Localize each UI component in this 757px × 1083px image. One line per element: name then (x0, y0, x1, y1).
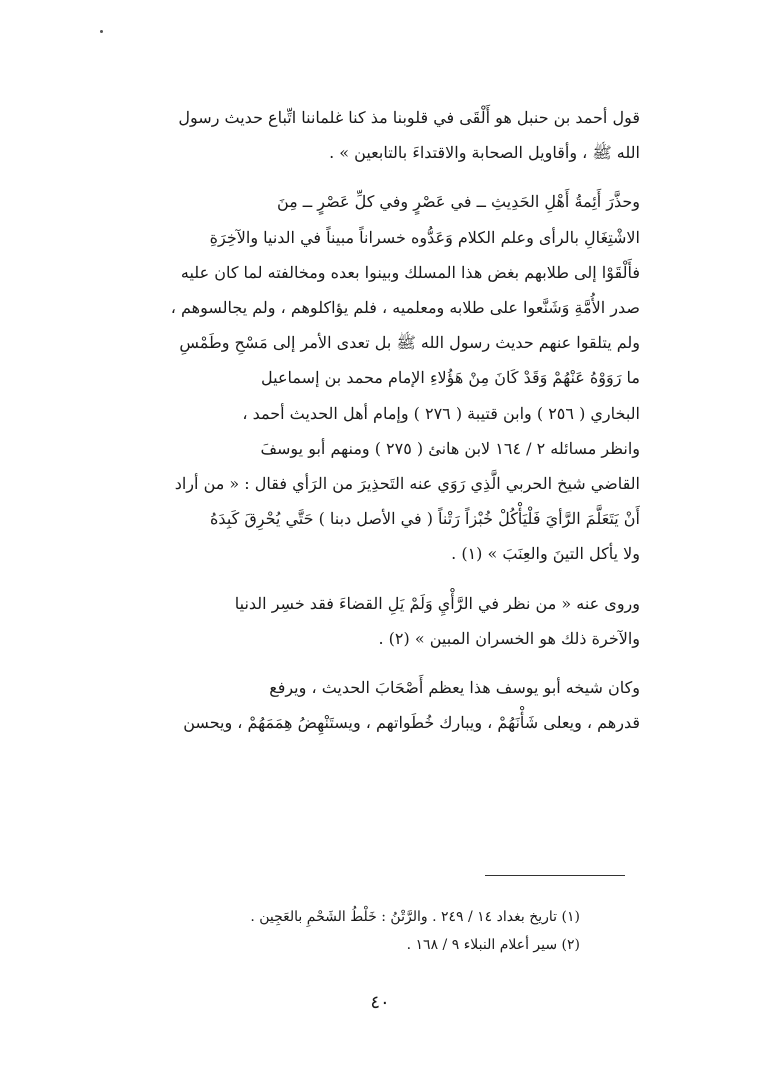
text-line: وروى عنه « من نظر في الرَّأْيِ وَلَمْ يَلِ القضاءَ فقد خسِر الدنيا (234, 593, 640, 613)
scan-speck (100, 30, 103, 33)
footnote-separator (485, 875, 625, 876)
text-line: قول أحمد بن حنبل هو أَلْقَى في قلوبنا مذ كنا غلماننا اتِّباع حديث رسول (178, 108, 640, 127)
paragraph-1 (118, 100, 640, 170)
main-text (118, 100, 640, 740)
paragraph-2 (118, 184, 640, 571)
text-line: ولا يأكل التينَ والعِنَبَ » (١) . (451, 544, 640, 564)
text-line: البخاري ( ٢٥٦ ) وابن قتيبة ( ٢٧٦ ) وإمام أهل الحديث أحمد ، (242, 403, 640, 423)
text-line: والآخرة ذلك هو الخسران المبين » (٢) . (378, 628, 640, 648)
footnote: (١) تاريخ بغداد ١٤ / ٢٤٩ . والرَّتْنُ : خَلْطُ الشَحْمِ بالعَجِين . (250, 909, 580, 925)
text-line: الاشْتِغَالِ بالرأى وعلم الكلام وَعَدُّوه خسراناً مبيناً في الدنيا والآخِرَةِ (209, 227, 640, 247)
footnote: (٢) سير أعلام النبلاء ٩ / ١٦٨ . (406, 937, 580, 953)
footnotes (140, 903, 580, 959)
text-line: أَنْ يَتَعَلَّمَ الرَّأيَ فَلْيَأْكُلْ خُبْزاً رَتْناً ( في الأصل دبنا ) حَتَّي يُحْرِقَ كَبِدَهُ (210, 509, 640, 529)
text-line: الله ﷺ ، وأقاويل الصحابة والاقتداءَ بالتابعين » . (329, 143, 640, 163)
text-line: ولم يتلقوا عنهم حديث رسول الله ﷺ بل تعدى الأمر إلى مَسْحِ وطَمْسِ (179, 333, 640, 353)
paragraph-4 (118, 670, 640, 740)
paragraph-3 (118, 586, 640, 656)
text-line: صدر الأُمَّةِ وَشَنَّعوا على طلابه ومعلميه ، فلم يؤاكلوهم ، ولم يجالسوهم ، (170, 298, 640, 318)
page-number: ٤٠ (370, 992, 390, 1013)
text-line: قدرهم ، ويعلى شَأْنَهُمْ ، ويبارك خُطَواتهم ، ويستَنْهِضُ هِمَمَهُمْ ، ويحسن (183, 713, 640, 733)
text-line: وكان شيخه أبو يوسف هذا يعظم أَصْحَابَ الحديث ، ويرفع (269, 678, 640, 698)
text-line: وانظر مسائله ٢ / ١٦٤ لابن هانئ ( ٢٧٥ ) ومنهم أبو يوسفَ (260, 438, 640, 458)
text-line: القاضي شيخ الحربي الَّذِي رَوَي عنه التَحذِيرَ من الرَأي فقال : « من أراد (174, 474, 640, 494)
text-line: ما رَوَوْهُ عَنْهُمْ وَقَدْ كَانَ مِنْ هَؤُلاءِ الإمام محمد بن إسماعيل (261, 368, 640, 388)
text-line: وحذَّرَ أَئِمةُ أَهْلِ الحَدِيثِ ــ في عَصْرٍ وفي كلِّ عَصْرٍ ــ مِنَ (276, 192, 640, 212)
text-line: فأَلْقَوْا إلى طلابهم بغض هذا المسلك وبينوا بعده ومخالفته لما كان عليه (180, 262, 640, 282)
